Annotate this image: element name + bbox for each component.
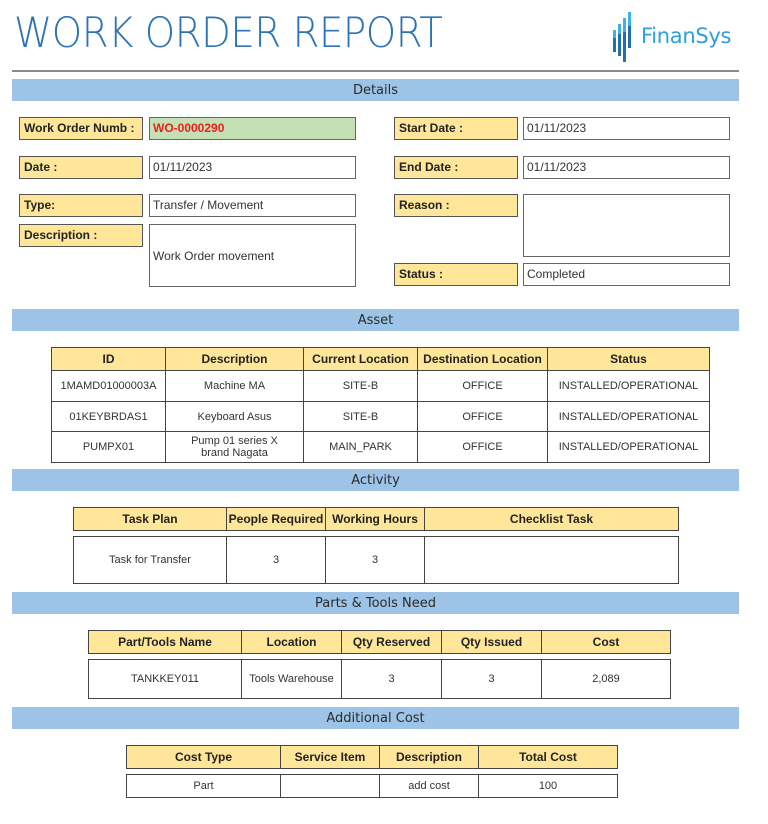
asset-status: INSTALLED/OPERATIONAL bbox=[548, 371, 710, 402]
column-header: Task Plan bbox=[74, 508, 227, 531]
total-cost: 100 bbox=[479, 775, 618, 798]
company-logo bbox=[612, 10, 731, 62]
type-label: Type: bbox=[19, 194, 143, 217]
column-header: Location bbox=[242, 631, 342, 654]
part-location: Tools Warehouse bbox=[242, 660, 342, 699]
asset-destination-location: OFFICE bbox=[418, 432, 548, 463]
reason-value bbox=[523, 194, 730, 257]
asset-description: Keyboard Asus bbox=[166, 402, 304, 432]
asset-current-location: SITE-B bbox=[304, 371, 418, 402]
column-header: Part/Tools Name bbox=[89, 631, 242, 654]
section-details: Details bbox=[12, 79, 739, 101]
section-asset: Asset bbox=[12, 309, 739, 331]
cost-description: add cost bbox=[380, 775, 479, 798]
checklist-task bbox=[425, 537, 679, 584]
asset-destination-location: OFFICE bbox=[418, 371, 548, 402]
header-divider bbox=[12, 70, 739, 72]
column-header: Description bbox=[166, 348, 304, 371]
column-header: Qty Issued bbox=[442, 631, 542, 654]
column-header: Total Cost bbox=[479, 746, 618, 769]
asset-current-location: SITE-B bbox=[304, 402, 418, 432]
parts-table-header bbox=[89, 631, 671, 654]
table-row bbox=[74, 537, 679, 584]
end-date-value: 01/11/2023 bbox=[523, 156, 730, 179]
column-header: Destination Location bbox=[418, 348, 548, 371]
table-row bbox=[89, 660, 671, 699]
asset-description: Machine MA bbox=[166, 371, 304, 402]
column-header: Service Item bbox=[281, 746, 380, 769]
description-value: Work Order movement bbox=[149, 224, 356, 287]
activity-table-header bbox=[74, 508, 679, 531]
table-row bbox=[52, 371, 710, 402]
description-label: Description : bbox=[19, 224, 143, 247]
asset-id: 1MAMD01000003A bbox=[52, 371, 166, 402]
asset-destination-location: OFFICE bbox=[418, 402, 548, 432]
parts-table bbox=[88, 630, 671, 699]
cost-type: Part bbox=[127, 775, 281, 798]
date-value: 01/11/2023 bbox=[149, 156, 356, 179]
status-value: Completed bbox=[523, 263, 730, 286]
column-header: ID bbox=[52, 348, 166, 371]
qty-issued: 3 bbox=[442, 660, 542, 699]
asset-status: INSTALLED/OPERATIONAL bbox=[548, 432, 710, 463]
table-row bbox=[52, 432, 710, 463]
column-header: Current Location bbox=[304, 348, 418, 371]
column-header: People Required bbox=[227, 508, 326, 531]
logo-text: FinanSys bbox=[641, 24, 732, 48]
part-cost: 2,089 bbox=[542, 660, 671, 699]
column-header: Status bbox=[548, 348, 710, 371]
status-label: Status : bbox=[394, 263, 518, 286]
working-hours: 3 bbox=[326, 537, 425, 584]
qty-reserved: 3 bbox=[342, 660, 442, 699]
date-label: Date : bbox=[19, 156, 143, 179]
column-header: Qty Reserved bbox=[342, 631, 442, 654]
section-additional-cost: Additional Cost bbox=[12, 707, 739, 729]
additional-cost-table-header bbox=[127, 746, 618, 769]
type-value: Transfer / Movement bbox=[149, 194, 356, 217]
asset-status: INSTALLED/OPERATIONAL bbox=[548, 402, 710, 432]
report-title: WORK ORDER REPORT bbox=[14, 8, 443, 57]
table-row bbox=[127, 775, 618, 798]
asset-id: 01KEYBRDAS1 bbox=[52, 402, 166, 432]
column-header: Cost bbox=[542, 631, 671, 654]
part-name: TANKKEY011 bbox=[89, 660, 242, 699]
column-header: Description bbox=[380, 746, 479, 769]
end-date-label: End Date : bbox=[394, 156, 518, 179]
column-header: Checklist Task bbox=[425, 508, 679, 531]
asset-table-header bbox=[52, 348, 710, 371]
column-header: Cost Type bbox=[127, 746, 281, 769]
work-order-number-label: Work Order Numb : bbox=[19, 117, 143, 140]
asset-table bbox=[51, 347, 710, 463]
task-plan: Task for Transfer bbox=[74, 537, 227, 584]
section-activity: Activity bbox=[12, 469, 739, 491]
asset-description: Pump 01 series X brand Nagata bbox=[166, 432, 304, 463]
asset-current-location: MAIN_PARK bbox=[304, 432, 418, 463]
additional-cost-table bbox=[126, 745, 618, 798]
bar-chart-logo-icon bbox=[612, 10, 634, 62]
asset-id: PUMPX01 bbox=[52, 432, 166, 463]
table-row bbox=[52, 402, 710, 432]
start-date-value: 01/11/2023 bbox=[523, 117, 730, 140]
section-parts-tools: Parts & Tools Need bbox=[12, 592, 739, 614]
reason-label: Reason : bbox=[394, 194, 518, 217]
work-order-number-value: WO-0000290 bbox=[149, 117, 356, 140]
column-header: Working Hours bbox=[326, 508, 425, 531]
service-item bbox=[281, 775, 380, 798]
start-date-label: Start Date : bbox=[394, 117, 518, 140]
people-required: 3 bbox=[227, 537, 326, 584]
activity-table bbox=[73, 507, 679, 584]
